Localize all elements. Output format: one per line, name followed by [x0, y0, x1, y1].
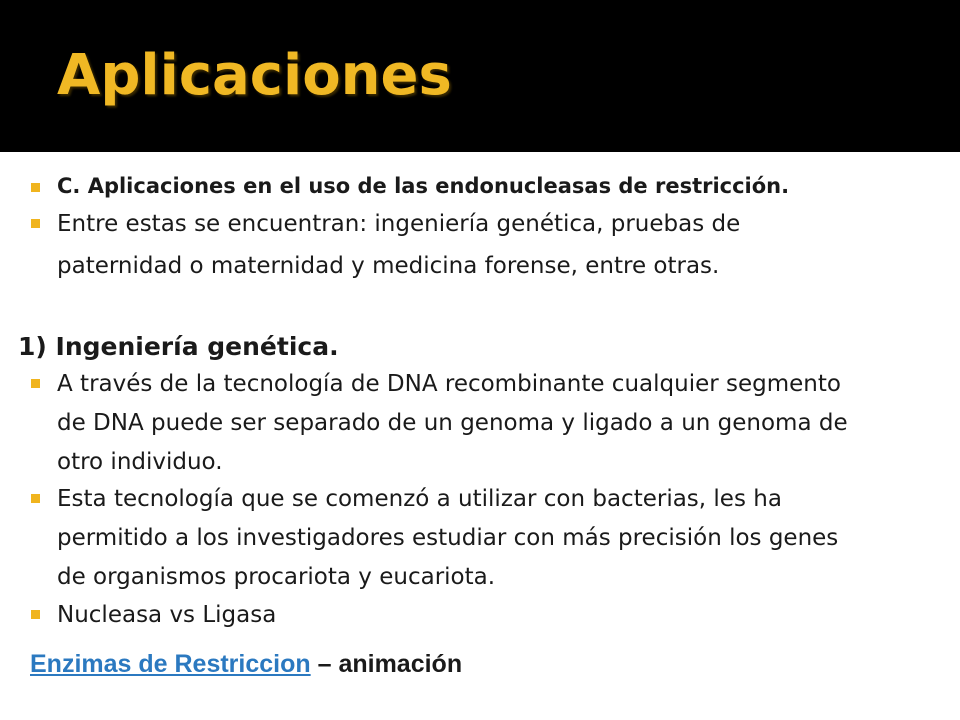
section-heading: 1) Ingeniería genética. — [18, 332, 339, 361]
bullet-marker — [31, 610, 40, 619]
bullet-marker — [31, 219, 40, 228]
bullet-marker — [31, 379, 40, 388]
bullet-marker — [31, 494, 40, 503]
intro-bullet-1: C. Aplicaciones en el uso de las endonucleasas de restricción. — [57, 174, 790, 198]
footer-tail-text: – animación — [310, 650, 463, 678]
section-bullet-2-line-1: Esta tecnología que se comenzó a utilizar con bacterias, les ha — [57, 486, 782, 512]
section-bullet-2-line-3: de organismos procariota y eucariota. — [57, 564, 496, 590]
section-bullet-1-line-2: de DNA puede ser separado de un genoma y ligado a un genoma de — [57, 410, 848, 436]
section-bullet-2-line-2: permitido a los investigadores estudiar con más precisión los genes — [57, 525, 839, 551]
section-bullet-1-line-1: A través de la tecnología de DNA recombinante cualquier segmento — [57, 371, 841, 397]
footer-line — [30, 652, 462, 677]
intro-bullet-2-line-1: Entre estas se encuentran: ingeniería genética, pruebas de — [57, 211, 741, 237]
section-bullet-1-line-3: otro individuo. — [57, 449, 223, 475]
animation-link[interactable]: Enzimas de Restriccion — [30, 650, 311, 678]
slide-title: Aplicaciones — [57, 43, 452, 108]
section-bullet-3-line-1: Nucleasa vs Ligasa — [57, 602, 277, 628]
bullet-marker — [31, 183, 40, 192]
intro-bullet-2-line-2: paternidad o maternidad y medicina forense, entre otras. — [57, 253, 720, 279]
